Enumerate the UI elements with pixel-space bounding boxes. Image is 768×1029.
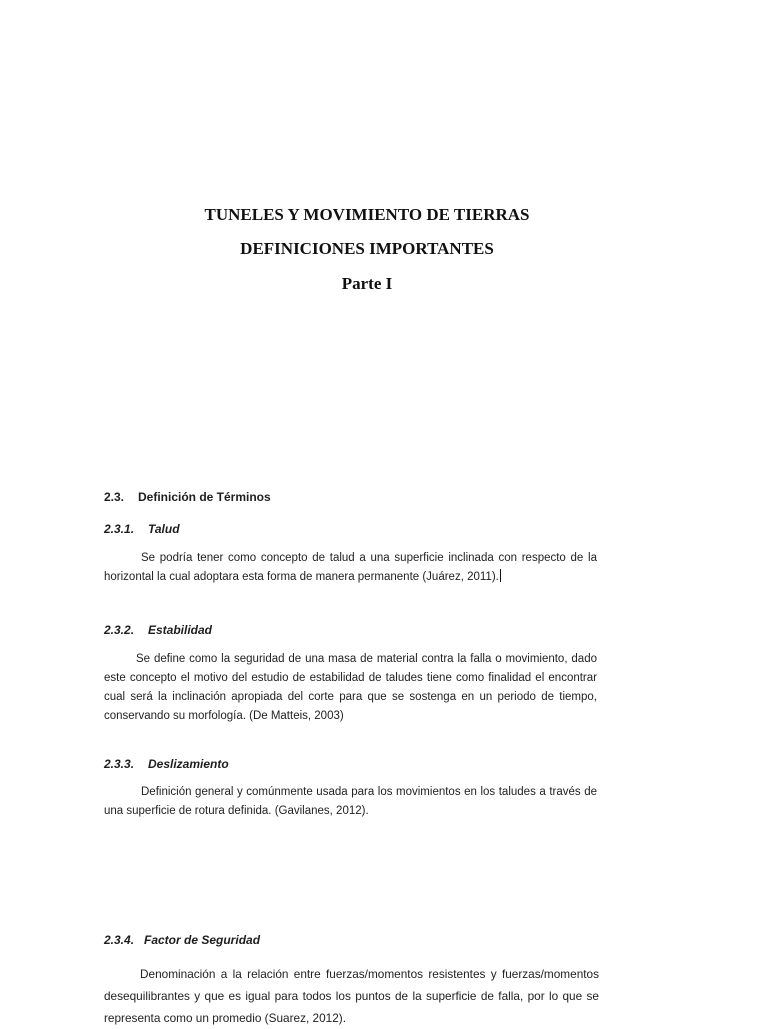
section-heading xyxy=(104,489,271,505)
text-cursor xyxy=(500,569,501,582)
title-line-3: Parte I xyxy=(341,274,393,293)
paragraph-text: Se podría tener como concepto de talud a una superficie inclinada con respecto de la horizontal la cual adoptara esta forma de manera permanente (Juárez, 2011). xyxy=(104,552,597,583)
paragraph-text: Se define como la seguridad de una masa de material contra la falla o movimiento, dado este concepto el motivo del estudio de estabilidad de taludes tiene como finalidad el encontrar cual será la inclinación apropiada del corte para que se sostenga en un periodo de tiempo, conservando su morfología. (De Matteis, 2003) xyxy=(104,653,597,722)
title-line-1: TUNELES Y MOVIMIENTO DE TIERRAS xyxy=(204,205,530,224)
subsection-title: Talud xyxy=(148,522,180,536)
subsection-title: Deslizamiento xyxy=(148,757,229,771)
paragraph-text: Denominación a la relación entre fuerzas/momentos resistentes y fuerzas/momentos desequilibrantes y que es igual para todos los puntos de la superficie de falla, por lo que se representa como un promedio (Suarez, 2012). xyxy=(104,967,599,1025)
subsection-heading-estabilidad xyxy=(104,622,212,638)
paragraph-deslizamiento xyxy=(104,783,597,821)
subsection-number: 2.3.4. xyxy=(104,933,135,947)
paragraph-text: Definición general y comúnmente usada para los movimientos en los taludes a través de una superficie de rotura definida. (Gavilanes, 2012). xyxy=(104,786,597,817)
subsection-title: Factor de Seguridad xyxy=(144,933,261,947)
paragraph-estabilidad xyxy=(104,650,597,726)
paragraph-factor-seguridad xyxy=(104,963,599,1029)
subsection-heading-factor-seguridad xyxy=(104,932,260,948)
subsection-heading-talud xyxy=(104,521,180,537)
title-line-2: DEFINICIONES IMPORTANTES xyxy=(240,239,494,258)
paragraph-talud xyxy=(104,549,597,587)
subsection-number: 2.3.2. xyxy=(104,623,135,637)
section-title: Definición de Términos xyxy=(138,490,271,504)
subsection-number: 2.3.1. xyxy=(104,522,135,536)
subsection-heading-deslizamiento xyxy=(104,756,229,772)
section-number: 2.3. xyxy=(104,490,125,504)
subsection-number: 2.3.3. xyxy=(104,757,135,771)
subsection-title: Estabilidad xyxy=(148,623,213,637)
